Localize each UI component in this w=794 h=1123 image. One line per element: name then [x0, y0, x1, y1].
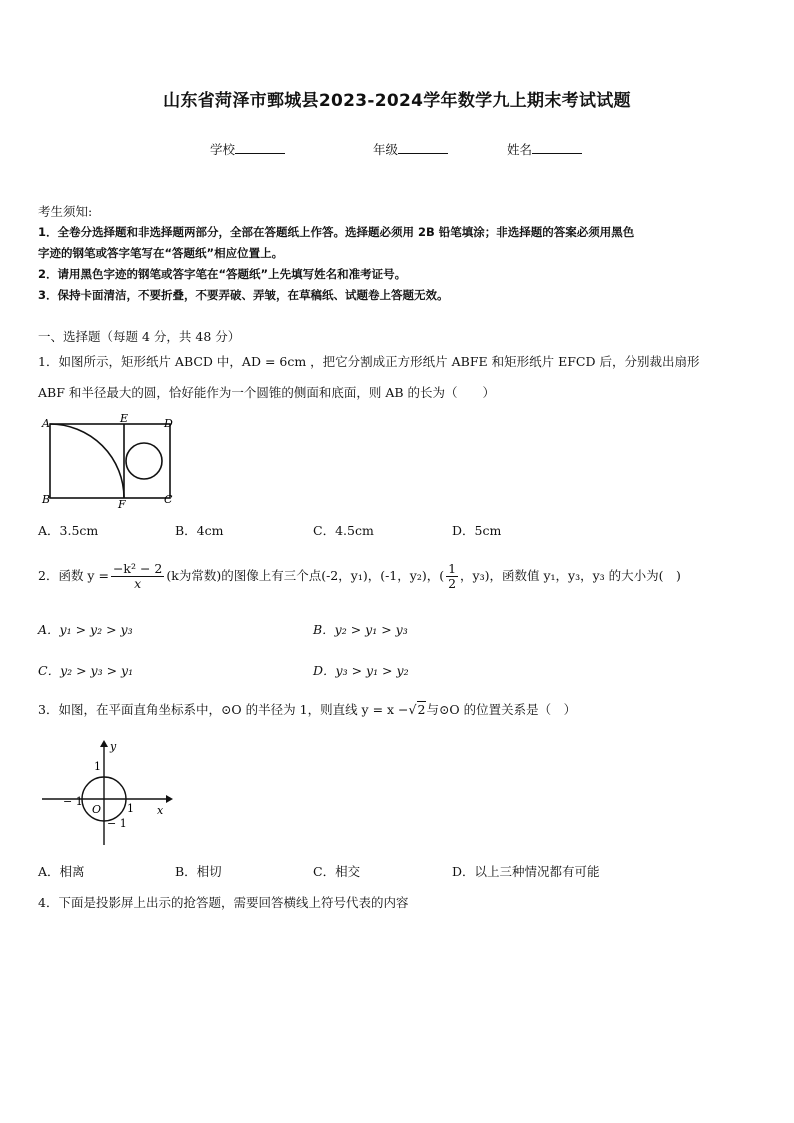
- grade-field: [373, 140, 448, 158]
- y-axis-label: y: [110, 740, 117, 753]
- section-heading: 一、选择题（每题 4 分，共 48 分）: [38, 329, 241, 344]
- inscribed-circle: [126, 443, 162, 479]
- exam-notes: [38, 201, 768, 306]
- q3-suffix: 与⊙O 的位置关系是（ ）: [426, 702, 577, 717]
- q2-fraction-denominator: x: [134, 576, 142, 591]
- q3-prefix: 3．如图，在平面直角坐标系中，⊙O 的半径为 1，则直线 y = x −: [38, 702, 409, 717]
- q2-half-numerator: 1: [448, 561, 457, 576]
- note-item: 2．请用黑色字迹的钢笔或答字笔在“答题纸”上先填写姓名和准考证号。: [38, 267, 407, 281]
- q3-option-c: C．相交: [313, 864, 361, 879]
- tick-label-right: 1: [127, 802, 134, 815]
- note-item: 1．全卷分选择题和非选择题两部分，全部在答题纸上作答。选择题必须用 2B 铅笔填涂；非选择题的答案必须用黑色: [38, 225, 635, 239]
- q3-option-a: A．相离: [38, 864, 85, 879]
- tick-label-top: 1: [94, 760, 101, 773]
- y-axis-arrow: [100, 740, 108, 747]
- q2-fraction-numerator: −k² − 2: [112, 561, 163, 576]
- q2-option-a: A．y₁ > y₂ > y₃: [38, 622, 133, 637]
- q1-option-a: A．3.5cm: [38, 523, 99, 538]
- note-item: 字迹的钢笔或答字笔写在“答题纸”相应位置上。: [38, 246, 284, 260]
- q1-option-b: B．4cm: [175, 523, 224, 538]
- name-label: 姓名: [507, 142, 533, 157]
- school-label: 学校: [210, 142, 236, 157]
- label-c: C: [164, 493, 173, 506]
- label-b: B: [42, 493, 51, 506]
- rectangle-abcd: [50, 424, 170, 498]
- q1-option-d: D．5cm: [452, 523, 502, 538]
- school-blank: [235, 141, 285, 154]
- question-3-figure: [38, 737, 173, 849]
- page-title: 山东省菏泽市鄄城县2023-2024学年数学九上期末考试试题: [163, 91, 631, 111]
- q2-fraction: [111, 562, 164, 591]
- q3-option-d: D．以上三种情况都有可能: [452, 864, 600, 879]
- sqrt-symbol: √: [408, 702, 417, 717]
- label-a: A: [42, 417, 50, 430]
- q1-option-c: C．4.5cm: [313, 523, 374, 538]
- x-axis-label: x: [157, 804, 164, 817]
- x-axis-arrow: [166, 795, 173, 803]
- tick-label-bottom: − 1: [107, 817, 127, 830]
- q3-option-b: B．相切: [175, 864, 222, 879]
- tick-label-left: − 1: [63, 795, 83, 808]
- school-field: [210, 140, 285, 158]
- grade-label: 年级: [373, 142, 399, 157]
- q3-sqrt-value: 2: [417, 702, 426, 717]
- q2-option-c: C．y₂ > y₃ > y₁: [38, 663, 134, 678]
- question-4: 4．下面是投影屏上出示的抢答题，需要回答横线上符号代表的内容: [38, 895, 409, 910]
- question-1-line-1: 1．如图所示，矩形纸片 ABCD 中，AD = 6cm ，把它分割成正方形纸片 ABFE 和矩形纸片 EFCD 后，分别裁出扇形: [38, 354, 700, 369]
- notes-heading: 考生须知:: [38, 204, 93, 219]
- label-f: F: [118, 498, 126, 511]
- question-3: [38, 697, 768, 723]
- q2-half-denominator: 2: [448, 576, 457, 591]
- question-1-figure: [38, 414, 183, 512]
- q2-half: [446, 562, 458, 591]
- name-field: [507, 140, 582, 158]
- q2-option-b: B．y₂ > y₁ > y₃: [313, 622, 408, 637]
- q2-prefix: 2．函数 y =: [38, 568, 109, 583]
- name-blank: [532, 141, 582, 154]
- sector-arc: [50, 424, 124, 498]
- question-1-line-2: ABF 和半径最大的圆，恰好能作为一个圆锥的侧面和底面，则 AB 的长为（ ）: [38, 385, 496, 400]
- q2-middle: (k为常数)的图像上有三个点(-2，y₁)，(-1，y₂)，(: [166, 568, 445, 583]
- question-2: [38, 558, 768, 594]
- label-e: E: [120, 414, 129, 425]
- origin-label: O: [92, 803, 102, 816]
- grade-blank: [398, 141, 448, 154]
- label-d: D: [164, 417, 173, 430]
- note-item: 3．保持卡面清洁，不要折叠，不要弄破、弄皱，在草稿纸、试题卷上答题无效。: [38, 288, 449, 302]
- q2-option-d: D．y₃ > y₁ > y₂: [313, 663, 409, 678]
- q2-suffix: ，y₃)，函数值 y₁，y₃，y₃ 的大小为( ): [460, 568, 681, 583]
